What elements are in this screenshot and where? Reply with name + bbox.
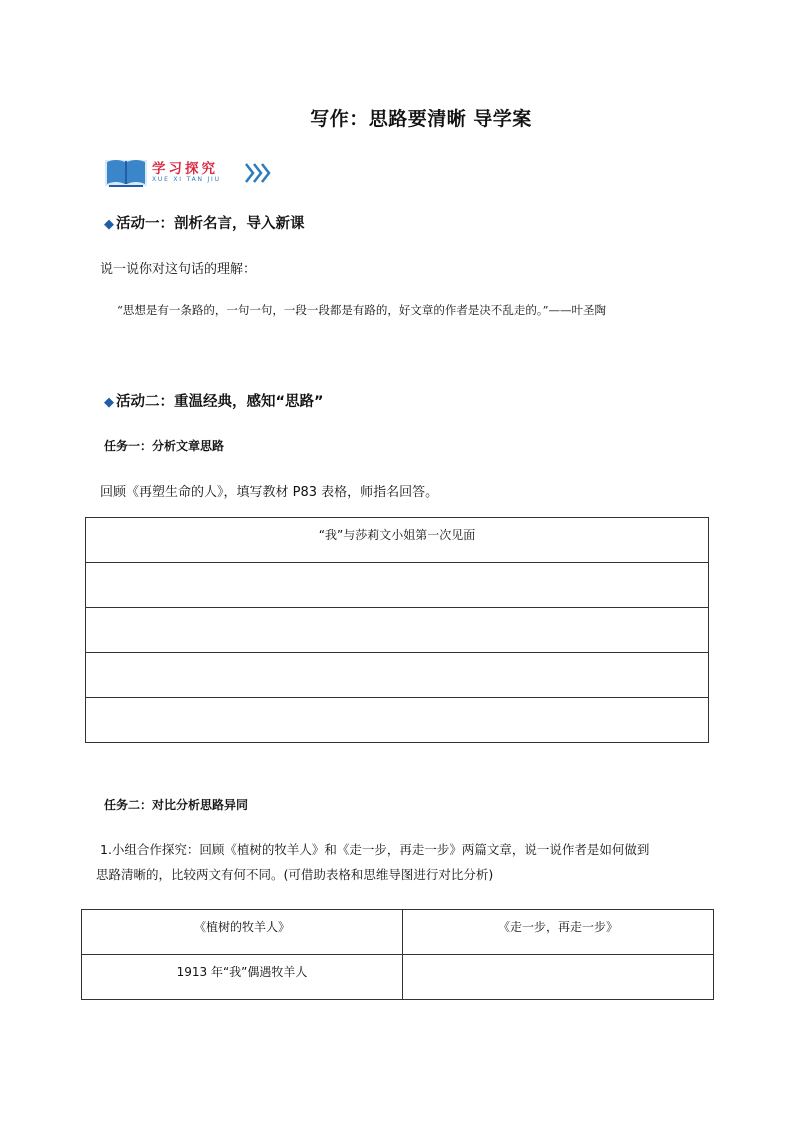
table-row [86, 608, 709, 653]
activity1-heading-text: 活动一：剖析名言，导入新课 [116, 216, 305, 232]
chevrons-icon [244, 162, 272, 184]
diamond-icon: ◆ [104, 217, 114, 232]
page-title: 写作：思路要清晰 导学案 [310, 108, 532, 130]
banner-title: 学习探究 [152, 161, 218, 177]
diamond-icon: ◆ [104, 395, 114, 410]
task2-table [81, 909, 714, 1000]
table-cell[interactable] [403, 955, 714, 1000]
book-icon [104, 154, 148, 188]
quote-text: “思想是有一条路的，一句一句，一段一段都是有路的，好文章的作者是决不乱走的。”——叶圣陶 [117, 303, 607, 317]
table-header-cell: 《走一步，再走一步》 [403, 910, 714, 955]
banner-subtitle: XUE XI TAN JIU [152, 176, 221, 183]
task2-instruction [96, 837, 724, 887]
table-cell[interactable]: “我”与莎莉文小姐第一次见面 [86, 518, 709, 563]
section-banner [104, 154, 274, 190]
activity2-heading [104, 390, 324, 411]
table-cell[interactable] [86, 608, 709, 653]
table-cell[interactable] [86, 653, 709, 698]
task2-label: 任务二：对比分析思路异同 [104, 798, 249, 812]
task1-table [85, 517, 709, 743]
table-cell[interactable] [86, 563, 709, 608]
activity1-prompt: 说一说你对这句话的理解： [100, 262, 257, 277]
table-row [86, 563, 709, 608]
table-header-cell: 《植树的牧羊人》 [82, 910, 403, 955]
table-row [86, 653, 709, 698]
task1-label: 任务一：分析文章思路 [104, 439, 225, 453]
table-row [82, 910, 714, 955]
task1-instruction: 回顾《再塑生命的人》，填写教材 P83 表格，师指名回答。 [100, 485, 439, 500]
table-row [86, 698, 709, 743]
activity1-heading [104, 212, 305, 233]
task2-instruction-line1: 1.小组合作探究：回顾《植树的牧羊人》和《走一步，再走一步》两篇文章，说一说作者是如何做到 [100, 842, 650, 857]
task2-instruction-line2: 思路清晰的，比较两文有何不同。(可借助表格和思维导图进行对比分析) [96, 867, 494, 882]
table-row [86, 518, 709, 563]
table-cell[interactable] [86, 698, 709, 743]
table-row [82, 955, 714, 1000]
activity2-heading-text: 活动二：重温经典，感知“思路” [116, 394, 324, 410]
table-cell[interactable]: 1913 年“我”偶遇牧羊人 [82, 955, 403, 1000]
